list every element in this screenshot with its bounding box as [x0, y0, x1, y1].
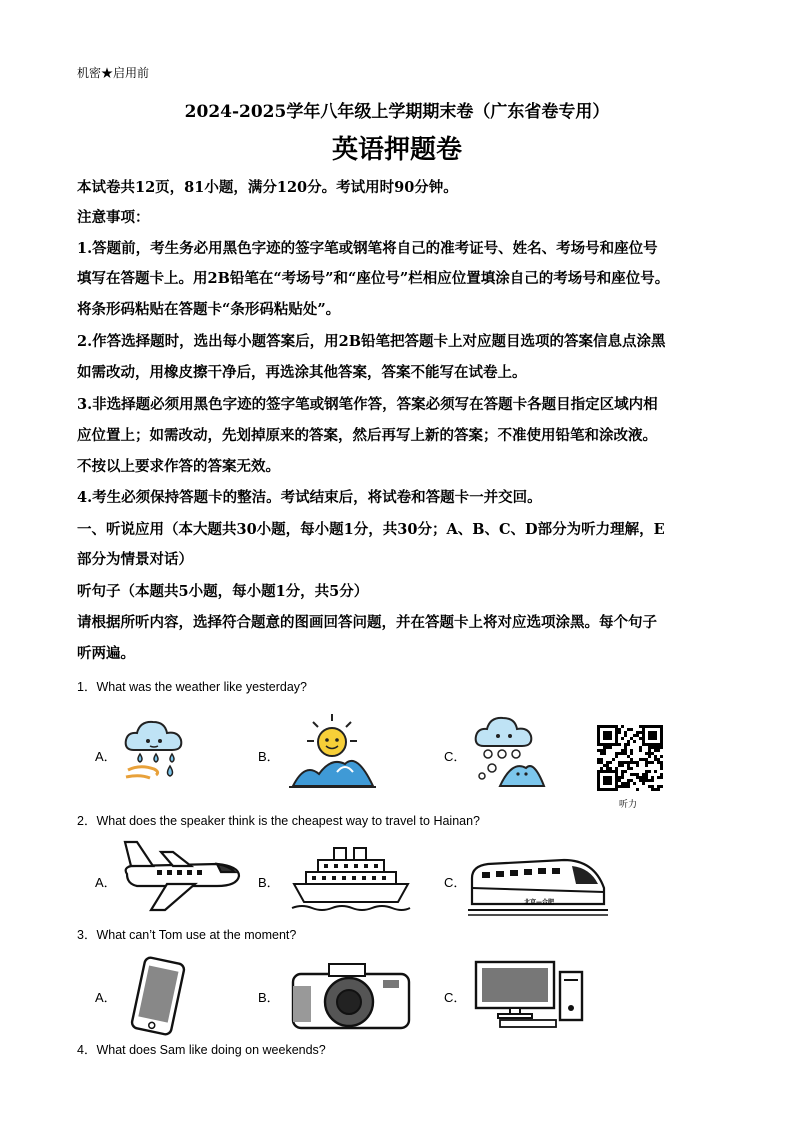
q3-option-a-image [122, 956, 194, 1036]
qr-code[interactable] [597, 725, 663, 791]
question-1: 1．What was the weather like yesterday? [77, 680, 307, 694]
qr-code-icon [597, 725, 663, 791]
notice-line: 2.作答选择题时，选出每小题答案后，用2B铅笔把答题卡上对应题目选项的答案信息点涂黑 [77, 333, 666, 350]
notice-line: 1.答题前，考生务必用黑色字迹的签字笔或钢笔将自己的准考证号、姓名、考场号和座位号 [77, 240, 658, 257]
airplane-icon [117, 836, 243, 914]
q1-option-b-image [285, 712, 380, 790]
notice-line: 如需改动，用橡皮擦干净后，再选涂其他答案，答案不能写在试卷上。 [77, 364, 527, 381]
subject-title: 英语押题卷 [331, 135, 462, 165]
notice-line: 填写在答题卡上。用2B铅笔在“考场号”和“座位号”栏相应位置填涂自己的考场号和座位号。 [77, 270, 670, 287]
notice-title: 注意事项： [77, 209, 150, 226]
instructions-cont: 听两遍。 [77, 645, 135, 662]
cloud-rain-wind-icon [120, 714, 188, 784]
q3-option-a-label: A． [95, 990, 117, 1005]
notice-line: 3.非选择题必须用黑色字迹的签字笔或钢笔作答，答案必须写在答题卡各题目指定区域内相 [77, 396, 658, 413]
q1-option-c-image [470, 712, 550, 788]
question-3: 3．What can’t Tom use at the moment? [77, 928, 297, 942]
q2-option-a-label: A． [95, 875, 117, 890]
q3-option-c-image [470, 958, 588, 1028]
q1-option-a-label: A． [95, 749, 117, 764]
question-2: 2．What does the speaker think is the cheapest way to travel to Hainan? [77, 814, 481, 828]
q1-option-c-label: C． [444, 749, 467, 764]
q2-option-b-image [290, 840, 412, 914]
q3-option-b-label: B． [258, 990, 280, 1005]
intro-text: 本试卷共12页，81小题，满分120分。考试用时90分钟。 [77, 179, 458, 196]
question-4: 4．What does Sam like doing on weekends? [77, 1043, 326, 1057]
q2-option-c-image [468, 844, 608, 918]
camera-icon [287, 960, 415, 1034]
instructions: 请根据所听内容，选择符合题意的图画回答问题，并在答题卡上将对应选项涂黑。每个句子 [77, 614, 657, 631]
qr-caption: 听力 [619, 799, 638, 809]
q3-option-b-image [287, 960, 415, 1034]
smartphone-icon [122, 956, 194, 1036]
q2-option-c-label: C． [444, 875, 467, 890]
train-label: 北京—合肥 [524, 899, 555, 906]
q2-option-b-label: B． [258, 875, 280, 890]
ship-icon [290, 840, 412, 914]
section-heading: 一、听说应用（本大题共30小题，每小题1分，共30分；A、B、C、D部分为听力理解，E [77, 521, 665, 538]
sun-mountains-icon [285, 712, 380, 790]
part-heading: 听句子（本题共5小题，每小题1分，共5分） [77, 583, 369, 600]
q1-option-b-label: B． [258, 749, 280, 764]
confidential-mark: 机密★启用前 [77, 66, 150, 80]
notice-line: 应位置上；如需改动，先划掉原来的答案，然后再写上新的答案；不准使用铅笔和涂改液。 [77, 427, 657, 444]
cloud-snow-icon [470, 712, 550, 788]
notice-line: 将条形码粘贴在答题卡“条形码粘贴处”。 [77, 301, 341, 318]
q1-option-a-image [120, 714, 188, 784]
desktop-computer-icon [470, 958, 588, 1028]
q2-option-a-image [117, 836, 243, 914]
high-speed-train-icon [468, 844, 608, 918]
notice-line: 不按以上要求作答的答案无效。 [77, 458, 280, 475]
notice-line: 4.考生必须保持答题卡的整洁。考试结束后，将试卷和答题卡一并交回。 [77, 489, 542, 506]
q3-option-c-label: C． [444, 990, 467, 1005]
section-heading-cont: 部分为情景对话） [77, 551, 193, 568]
exam-title: 2024-2025学年八年级上学期期末卷（广东省卷专用） [184, 102, 610, 122]
